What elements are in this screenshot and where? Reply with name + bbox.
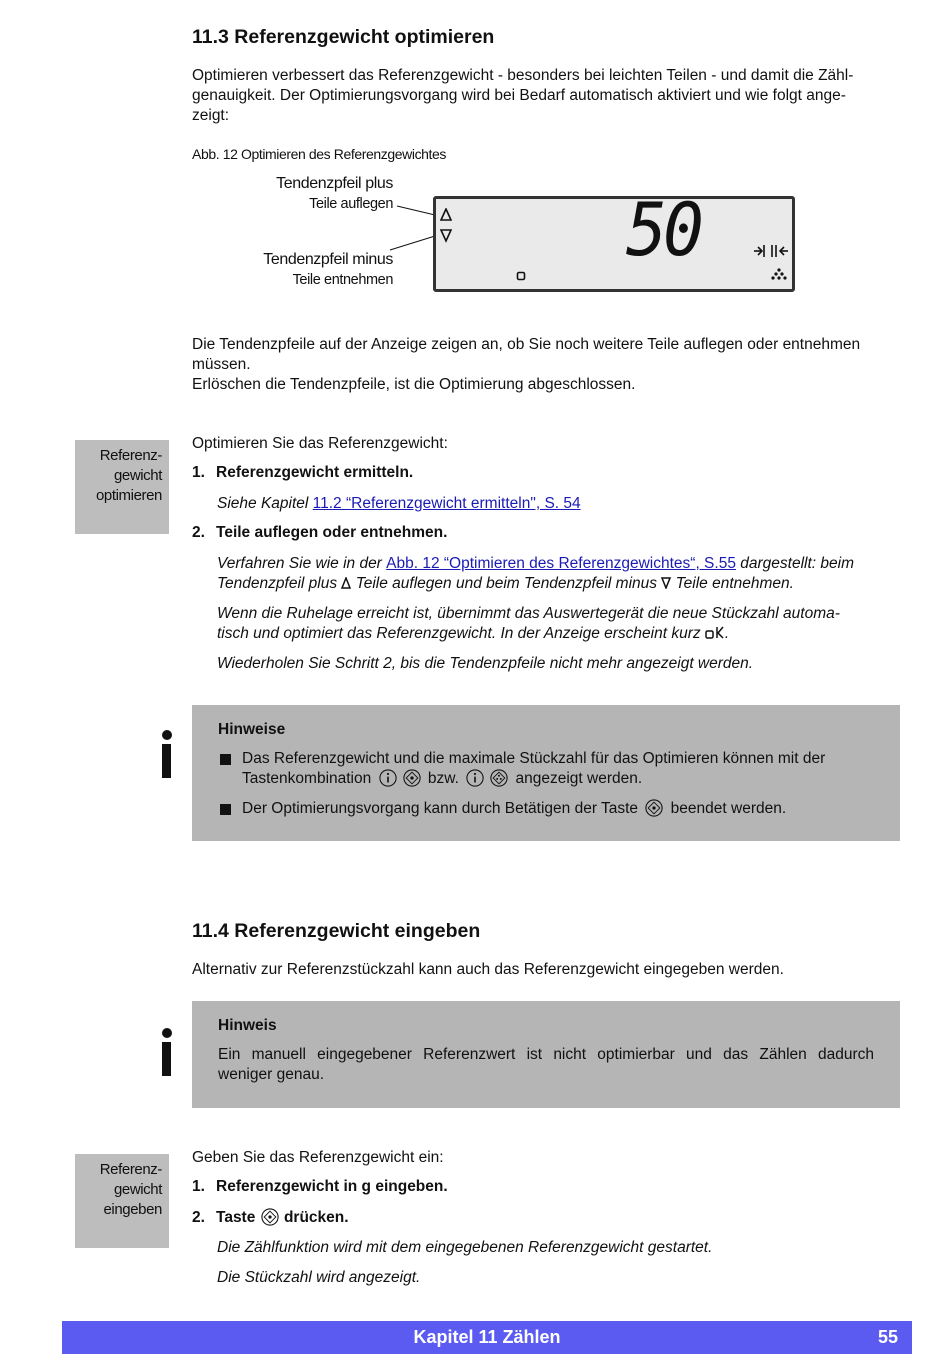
sidebox-line: gewicht (113, 1181, 162, 1198)
step-1-optimize (192, 464, 413, 482)
reference-key-icon (645, 799, 663, 817)
link-chapter-11-2[interactable]: 11.2 “Referenzgewicht ermitteln", S. 54 (312, 495, 581, 512)
page-footer (62, 1321, 912, 1354)
result-line-1: Die Zählfunktion wird mit dem eingegebenen Referenzgewicht gestartet. (217, 1239, 713, 1256)
sidebox-optimize (75, 440, 169, 534)
pieces-key-icon (490, 769, 508, 787)
note-text: angezeigt werden. (511, 770, 643, 787)
trend-arrows-icon (440, 208, 452, 244)
zero-indicator-icon (752, 243, 790, 259)
section-heading-11-4: 11.4 Referenzgewicht eingeben (192, 920, 481, 942)
step-2-detail-1 (217, 554, 907, 594)
intro-paragraph (192, 66, 904, 126)
sidebox-line: Referenz- (99, 447, 162, 464)
label-trend-plus-title: Tendenzpfeil plus (276, 175, 393, 192)
footer-page-number: 55 (877, 1327, 898, 1347)
note-text: Ein manuell eingegebener Referenzwert ist nicht optimierbar und das Zählen dadurch (218, 1046, 874, 1063)
info-key-icon (466, 769, 484, 787)
note-box-hint (192, 1001, 900, 1108)
step-1-detail (217, 494, 581, 514)
info-key-icon (379, 769, 397, 787)
stable-ok-icon (705, 626, 725, 640)
label-trend-plus-sub: Teile auflegen (309, 196, 393, 212)
sidebox-line: eingeben (103, 1201, 162, 1218)
intro-11-4: Alternativ zur Referenzstückzahl kann auch das Referenzgewicht eingegeben werden. (192, 961, 784, 978)
explanation-paragraph (192, 335, 904, 395)
scale-display (433, 187, 795, 292)
step-number: 1. (192, 1178, 205, 1195)
detail-text: Teile auflegen und beim Tendenzpfeil minus (351, 575, 662, 592)
link-figure-12[interactable]: Abb. 12 “Optimieren des Referenzgewichtes“, S.55 (386, 555, 736, 572)
sidebox-line: gewicht (113, 467, 162, 484)
section-heading-11-3: 11.3 Referenzgewicht optimieren (192, 26, 495, 48)
note-text: Tastenkombination (242, 770, 376, 787)
sidebox-line: Referenz- (99, 1161, 162, 1178)
intro-line: genauigkeit. Der Optimierungsvorgang wird bei Bedarf automatisch aktiviert und wie folgt ange- (192, 87, 846, 104)
step-1-enter (192, 1178, 448, 1196)
step-2-detail-3: Wiederholen Sie Schritt 2, bis die Tendenzpfeile nicht mehr angezeigt werden. (217, 655, 754, 672)
detail-text: tisch und optimiert das Referenzgewicht. In der Anzeige erscheint kurz (217, 625, 705, 642)
note-title: Hinweis (218, 1017, 277, 1034)
note-bullet (218, 749, 874, 789)
sidebox-enter (75, 1154, 169, 1248)
detail-text: Verfahren Sie wie in der (217, 555, 387, 572)
step-2-enter (192, 1208, 349, 1227)
step-text: drücken. (279, 1209, 349, 1226)
step-2-optimize (192, 524, 447, 542)
note-text: Der Optimierungsvorgang kann durch Betätigen der Taste (242, 800, 643, 817)
explanation-line: müssen. (192, 356, 251, 373)
explanation-line: Erlöschen die Tendenzpfeile, ist die Optimierung abgeschlossen. (192, 376, 636, 393)
note-text: bzw. (423, 770, 464, 787)
detail-text: Teile entnehmen. (671, 575, 794, 592)
stable-indicator-icon (516, 271, 526, 281)
step-text: Teile auflegen oder entnehmen. (216, 524, 448, 541)
note-text: beendet werden. (666, 800, 787, 817)
footer-chapter: Kapitel 11 Zählen (413, 1327, 561, 1347)
label-trend-minus-title: Tendenzpfeil minus (263, 251, 393, 268)
reference-key-icon (403, 769, 421, 787)
note-text: weniger genau. (218, 1066, 324, 1083)
step-2-detail-2 (217, 604, 907, 644)
display-value: 50 (626, 187, 700, 274)
bullet-square-icon (220, 804, 231, 815)
pieces-indicator-icon (770, 267, 788, 281)
info-icon (160, 1028, 174, 1076)
step-number: 1. (192, 464, 205, 481)
trend-plus-icon (341, 577, 351, 589)
step-number: 2. (192, 524, 205, 541)
info-icon (160, 730, 174, 778)
leader-lines (380, 190, 440, 260)
detail-text: Siehe Kapitel (217, 495, 313, 512)
step-text: Referenzgewicht ermitteln. (216, 464, 414, 481)
label-trend-minus-sub: Teile entnehmen (292, 272, 393, 288)
detail-text: dargestellt: beim (735, 555, 854, 572)
note-bullet (218, 799, 874, 819)
trend-minus-icon (661, 577, 671, 589)
detail-text: . (724, 625, 730, 642)
explanation-line: Die Tendenzpfeile auf der Anzeige zeigen an, ob Sie noch weitere Teile auflegen oder entnehmen (192, 336, 861, 353)
sidebox-line: optimieren (95, 487, 162, 504)
instruction-enter: Geben Sie das Referenzgewicht ein: (192, 1149, 444, 1166)
figure-caption: Abb. 12 Optimieren des Referenzgewichtes (192, 146, 447, 162)
step-number: 2. (192, 1209, 205, 1226)
step-text: Taste (216, 1209, 260, 1226)
reference-key-icon (261, 1208, 279, 1226)
detail-text: Tendenzpfeil plus (217, 575, 342, 592)
step-text: Referenzgewicht in g eingeben. (216, 1178, 448, 1195)
bullet-square-icon (220, 754, 231, 765)
instruction-optimize: Optimieren Sie das Referenzgewicht: (192, 435, 448, 452)
note-box-hints (192, 705, 900, 841)
intro-line: Optimieren verbessert das Referenzgewicht - besonders bei leichten Teilen - und damit die Zähl- (192, 67, 854, 84)
intro-line: zeigt: (192, 107, 230, 124)
detail-line: Wenn die Ruhelage erreicht ist, übernimmt das Auswertegerät die neue Stückzahl automa- (217, 605, 840, 622)
result-line-2: Die Stückzahl wird angezeigt. (217, 1269, 421, 1286)
note-title: Hinweise (218, 721, 286, 738)
note-text: Das Referenzgewicht und die maximale Stückzahl für das Optimieren können mit der (242, 750, 826, 767)
